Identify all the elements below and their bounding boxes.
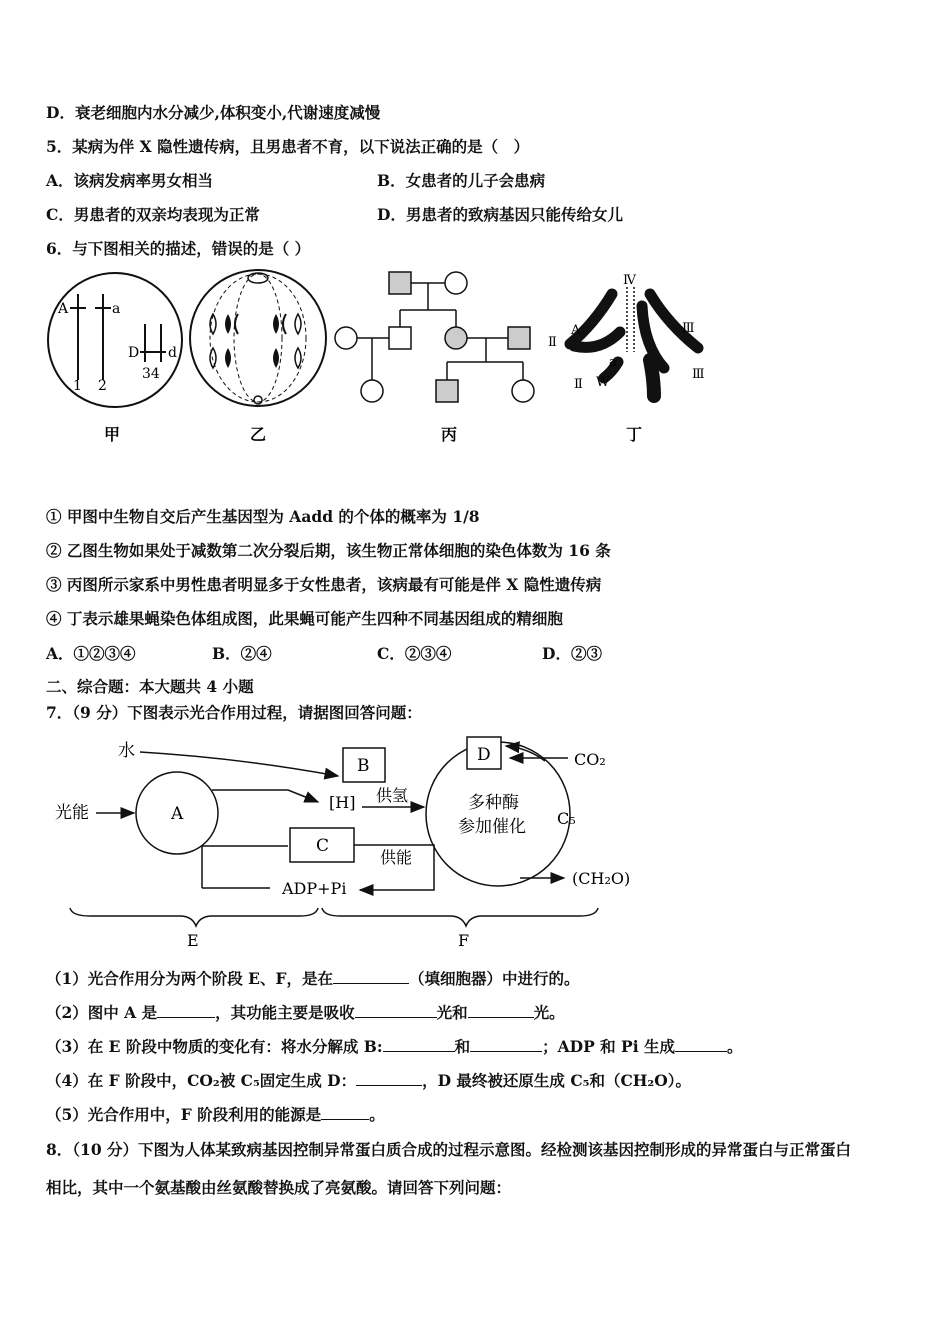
q6-stem: 6．与下图相关的描述，错误的是（ ）: [46, 239, 311, 258]
photosynthesis-diagram: [0, 728, 950, 953]
gene-label-d: d: [168, 345, 177, 361]
answer-blank[interactable]: [675, 1037, 727, 1052]
answer-blank[interactable]: [333, 969, 409, 984]
label-water: 水: [118, 741, 135, 761]
answer-blank[interactable]: [470, 1037, 542, 1052]
label-co2: CO₂: [574, 750, 606, 769]
q6-statement-2: ② 乙图生物如果处于减数第二次分裂后期，该生物正常体细胞的染色体数为 16 条: [46, 541, 611, 560]
label-enzymes-1: 多种酶: [468, 793, 519, 813]
q7-stem: 7．（9 分）下图表示光合作用过程，请据图回答问题：: [46, 703, 422, 722]
q6-statement-1: ① 甲图中生物自交后产生基因型为 Aadd 的个体的概率为 1/8: [46, 507, 480, 526]
figure-jia-cell: [48, 273, 182, 444]
chromosome-label-ii: Ⅱ: [548, 335, 557, 350]
q7-subquestion-1: （1）光合作用分为两个阶段 E、F，是在 （填细胞器）中进行的。: [46, 969, 580, 988]
q5-option-b: B．女患者的儿子会患病: [377, 171, 546, 190]
label-A: A: [171, 804, 184, 824]
q6-option-d: D．②③: [542, 644, 602, 663]
q6-option-a: A．①②③④: [46, 644, 136, 663]
q6-statement-3: ③ 丙图所示家系中男性患者明显多于女性患者，该病最有可能是伴 X 隐性遗传病: [46, 575, 602, 594]
q8-stem-line-1: 8．（10 分）下图为人体某致病基因控制异常蛋白质合成的过程示意图。经检测该基因控制形成的异常蛋白与正常蛋白: [46, 1140, 852, 1159]
chromosome-label-iii: Ⅲ: [682, 321, 695, 336]
label-adp-pi: ADP+Pi: [282, 879, 347, 898]
figure-yi-cell: [190, 270, 326, 444]
figure-label-bing: 丙: [441, 425, 458, 444]
answer-blank[interactable]: [355, 1003, 437, 1018]
chromosome-number-34: 34: [142, 366, 160, 382]
figure-ding-karyotype: [548, 273, 705, 444]
chromosome-label-iii-low: Ⅲ: [692, 367, 705, 382]
q6-statement-4: ④ 丁表示雄果蝇染色体组成图，此果蝇可能产生四种不同基因组成的精细胞: [46, 609, 563, 628]
q6-option-b: B．②④: [212, 644, 272, 663]
answer-blank[interactable]: [157, 1003, 215, 1018]
q5-option-d: D．男患者的致病基因只能传给女儿: [377, 205, 623, 224]
label-C: C: [316, 836, 330, 856]
gene-label-a: a: [112, 301, 121, 317]
q8-stem-line-2: 相比，其中一个氨基酸由丝氨酸替换成了亮氨酸。请回答下列问题：: [46, 1178, 512, 1197]
chromosome-number-1: 1: [73, 378, 82, 394]
q7-subquestion-5: （5）光合作用中，F 阶段利用的能源是 。: [46, 1105, 385, 1124]
q6-option-c: C．②③④: [377, 644, 452, 663]
answer-blank[interactable]: [356, 1071, 422, 1086]
label-D: D: [477, 745, 491, 765]
q7-subquestion-4: （4）在 F 阶段中，CO₂被 C₅固定生成 D： ，D 最终被还原生成 C₅和（CH₂O）。: [46, 1071, 691, 1090]
gene-label-D: D: [128, 345, 140, 361]
chromosome-label-ii-low: Ⅱ: [574, 377, 583, 392]
q4-option-d: D．衰老细胞内水分减少,体积变小,代谢速度减慢: [46, 103, 381, 122]
label-B: B: [357, 756, 370, 776]
q5-stem: 5．某病为伴 X 隐性遗传病，且男患者不育，以下说法正确的是（ ）: [46, 137, 530, 156]
q6-figure: [0, 262, 950, 452]
label-supply-h: 供氢: [376, 786, 409, 805]
figure-label-yi: 乙: [250, 425, 267, 444]
label-H: [H]: [329, 793, 356, 812]
label-enzymes-2: 参加催化: [458, 817, 526, 837]
gene-label-w: W: [596, 375, 610, 390]
label-ch2o: (CH₂O): [572, 869, 631, 888]
label-stage-F: F: [458, 931, 470, 950]
answer-blank[interactable]: [383, 1037, 455, 1052]
gene-label-ding-A: A: [571, 323, 581, 338]
section-heading: 二、综合题：本大题共 4 小题: [46, 677, 254, 696]
q5-option-a: A．该病发病率男女相当: [46, 171, 214, 190]
answer-blank[interactable]: [321, 1105, 369, 1120]
q7-subquestion-3: （3）在 E 阶段中物质的变化有：将水分解成 B: 和 ；ADP 和 Pi 生成 。: [46, 1037, 743, 1056]
q5-option-c: C．男患者的双亲均表现为正常: [46, 205, 260, 224]
figure-bing-pedigree: [335, 272, 534, 444]
label-c5: C₅: [557, 809, 576, 828]
label-supply-energy: 供能: [380, 848, 413, 867]
label-stage-E: E: [187, 931, 199, 950]
chromosome-number-2: 2: [98, 378, 107, 394]
chromosome-label-iv: Ⅳ: [623, 273, 636, 288]
figure-label-jia: 甲: [104, 425, 121, 444]
gene-label-A: A: [58, 301, 69, 317]
label-light-energy: 光能: [55, 803, 89, 823]
answer-blank[interactable]: [468, 1003, 534, 1018]
q7-subquestion-2: （2）图中 A 是 ，其功能主要是吸收 光和 光。: [46, 1003, 565, 1022]
figure-label-ding: 丁: [626, 425, 643, 444]
gene-label-ding-a: a: [609, 355, 617, 370]
